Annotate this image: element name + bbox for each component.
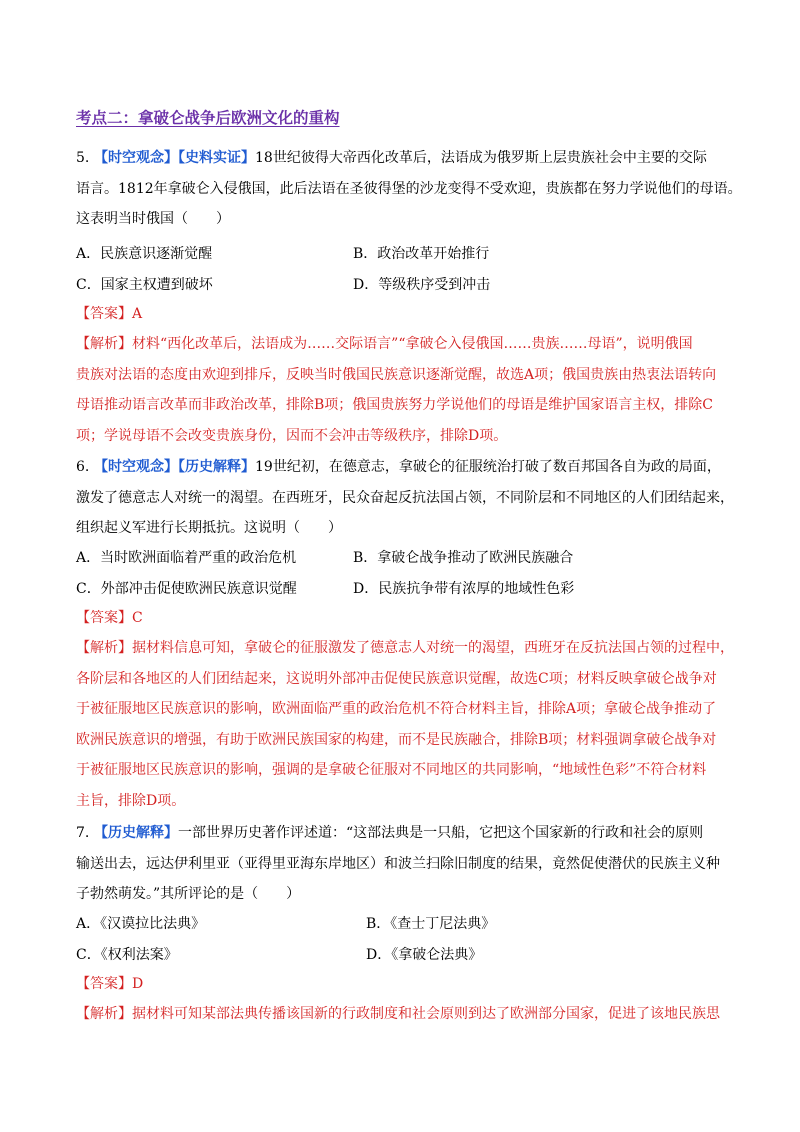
analysis-5 [76, 329, 728, 451]
option-a: A．民族意识逐渐觉醒 [76, 246, 213, 262]
question-5-options [76, 239, 728, 300]
question-text: 这表明当时俄国（ ） [76, 211, 230, 228]
question-5-stem [76, 143, 742, 235]
analysis-line: 【解析】据材料信息可知，拿破仑的征服激发了德意志人对统一的渴望，西班牙在反抗法国占领的过程中， [76, 640, 734, 656]
analysis-line: 【解析】据材料可知某部法典传播该国新的行政制度和社会原则到达了欧洲部分国家，促进了该地民族思 [76, 1006, 720, 1022]
question-7-stem [76, 818, 728, 910]
option-c: C．国家主权遭到破坏 [76, 276, 213, 293]
option-a: A．当时欧洲面临着严重的政治危机 [76, 550, 297, 566]
question-text: 一部世界历史著作评述道：“这部法典是一只船，它把这个国家新的行政和社会的原则 [178, 825, 704, 841]
question-7-options [76, 909, 728, 970]
option-d: D．等级秩序受到冲击 [353, 276, 491, 293]
question-tag: 【史料实证】 [178, 150, 255, 166]
section-title: 考点二：拿破仑战争后欧洲文化的重构 [76, 109, 340, 127]
question-number: 6. [76, 459, 90, 475]
answer-6: 【答案】C [76, 610, 143, 626]
analysis-line: 欧洲民族意识的增强，有助于欧洲民族国家的构建，而不是民族融合，排除B项；材料强调拿破仑战争对 [76, 731, 717, 748]
question-tag: 【历史解释】 [178, 459, 255, 475]
answer-5: 【答案】A [76, 306, 143, 322]
option-c: C．《权利法案》 [76, 946, 178, 963]
analysis-7 [76, 999, 728, 1030]
question-text: 语言。1812年拿破仑入侵俄国，此后法语在圣彼得堡的沙龙变得不受欢迎，贵族都在努力学说他们的母语。 [76, 180, 742, 197]
question-6-stem [76, 452, 734, 544]
option-d: D．《拿破仑法典》 [366, 946, 483, 963]
option-a: A．《汉谟拉比法典》 [76, 916, 206, 932]
option-c: C．外部冲击促使欧洲民族意识觉醒 [76, 580, 297, 597]
option-b: B．《查士丁尼法典》 [366, 916, 496, 932]
question-text: 输送出去，远达伊利里亚（亚得里亚海东岸地区）和波兰扫除旧制度的结果，竟然促使潜伏的民族主义种 [76, 855, 720, 872]
question-text: 18世纪彼得大帝西化改革后，法语成为俄罗斯上层贵族社会中主要的交际 [255, 150, 707, 166]
question-text: 19世纪初，在德意志，拿破仑的征服统治打破了数百邦国各自为政的局面， [255, 459, 721, 475]
question-text: 子勃然萌发。”其所评论的是（ ） [76, 886, 301, 903]
question-tag: 【时空观念】 [94, 150, 178, 166]
answer-7: 【答案】D [76, 976, 144, 992]
question-tag: 【历史解释】 [94, 825, 178, 841]
option-d: D．民族抗争带有浓厚的地域性色彩 [353, 580, 575, 597]
question-text: 组织起义军进行长期抵抗。这说明（ ） [76, 520, 342, 537]
analysis-line: 各阶层和各地区的人们团结起来，这说明外部冲击促使民族意识觉醒，故选C项；材料反映拿破仑战争对 [76, 670, 717, 687]
analysis-line: 主旨，排除D项。 [76, 792, 186, 809]
analysis-line: 贵族对法语的态度由欢迎到排斥，反映当时俄国民族意识逐渐觉醒，故选A项；俄国贵族由热衷法语转向 [76, 366, 717, 383]
question-tag: 【时空观念】 [94, 459, 178, 475]
question-number: 7. [76, 825, 90, 841]
analysis-line: 【解析】材料“西化改革后，法语成为……交际语言”“拿破仑入侵俄国……贵族……母语”，说明俄国 [76, 336, 693, 352]
question-6-options [76, 543, 728, 604]
analysis-6 [76, 633, 734, 817]
option-b: B．政治改革开始推行 [353, 246, 490, 262]
question-text: 激发了德意志人对统一的渴望。在西班牙，民众奋起反抗法国占领，不同阶层和不同地区的人们团结起来， [76, 489, 734, 506]
question-number: 5. [76, 150, 90, 166]
option-b: B．拿破仑战争推动了欧洲民族融合 [353, 550, 574, 566]
analysis-line: 母语推动语言改革而非政治改革，排除B项；俄国贵族努力学说他们的母语是维护国家语言主权，排除C [76, 397, 713, 414]
analysis-line: 于被征服地区民族意识的影响，欧洲面临严重的政治危机不符合材料主旨，排除A项；拿破仑战争推动了 [76, 701, 717, 718]
analysis-line: 于被征服地区民族意识的影响，强调的是拿破仑征服对不同地区的共同影响，“地域性色彩”不符合材料 [76, 762, 707, 779]
analysis-line: 项；学说母语不会改变贵族身份，因而不会冲击等级秩序，排除D项。 [76, 427, 508, 444]
